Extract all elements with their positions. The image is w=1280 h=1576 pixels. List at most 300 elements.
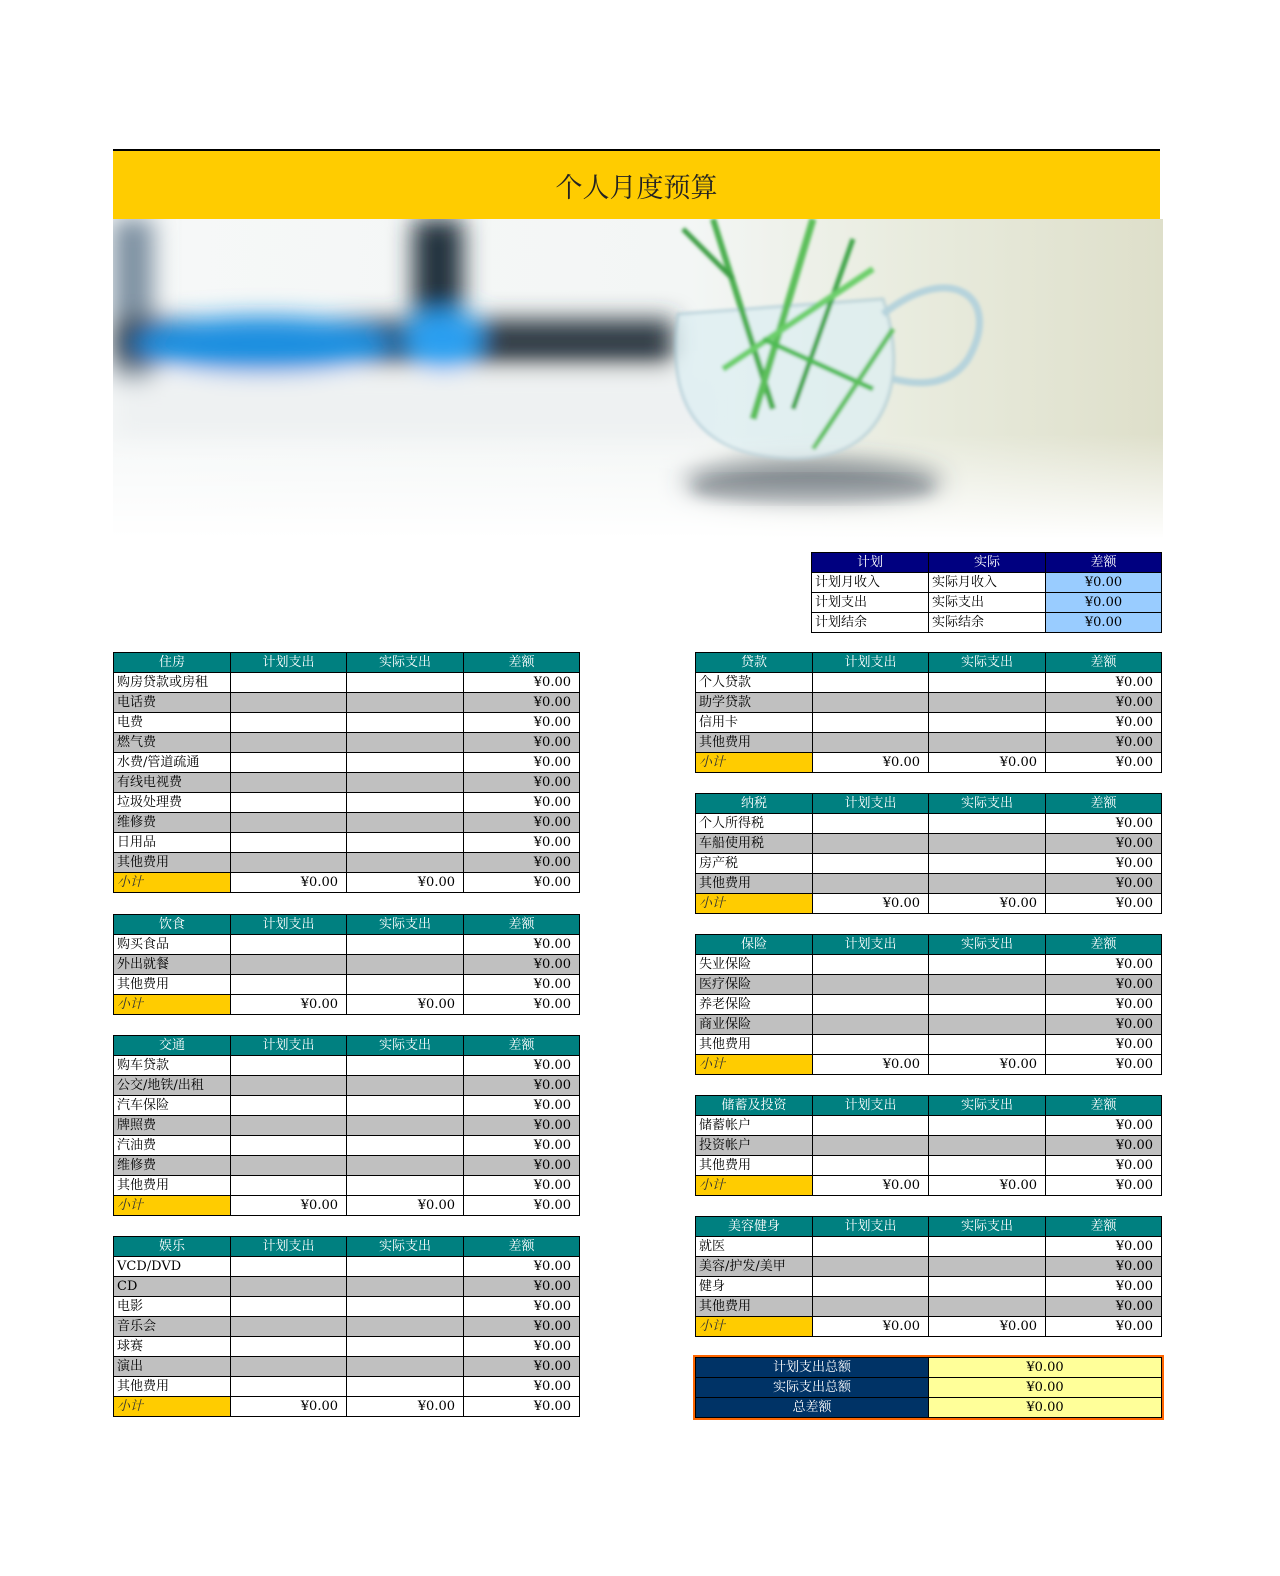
actual-cell[interactable]: [929, 693, 1046, 713]
diff-cell[interactable]: ¥0.00: [464, 1317, 580, 1337]
table-row: [696, 814, 1162, 834]
table-row: [696, 1136, 1162, 1156]
table-row: [114, 733, 580, 753]
subtotal-label: 小计: [114, 1196, 231, 1216]
item-label[interactable]: 其他费用: [696, 733, 813, 753]
subtotal-label: 小计: [696, 1317, 813, 1337]
planned-header: 计划支出: [231, 653, 347, 673]
diff-cell[interactable]: ¥0.00: [464, 1136, 580, 1156]
diff-cell[interactable]: ¥0.00: [1046, 1277, 1162, 1297]
actual-cell[interactable]: [347, 773, 464, 793]
subtotal-diff[interactable]: ¥0.00: [1046, 1176, 1162, 1196]
actual-cell[interactable]: [347, 1257, 464, 1277]
actual-cell[interactable]: [347, 673, 464, 693]
diff-cell[interactable]: ¥0.00: [1046, 713, 1162, 733]
table-row: [114, 793, 580, 813]
actual-cell[interactable]: [347, 1076, 464, 1096]
actual-header: 实际支出: [347, 1036, 464, 1056]
diff-cell[interactable]: ¥0.00: [464, 935, 580, 955]
planned-cell[interactable]: [231, 1337, 347, 1357]
actual-cell[interactable]: [347, 1176, 464, 1196]
diff-cell[interactable]: ¥0.00: [464, 1337, 580, 1357]
item-label[interactable]: 车船使用税: [696, 834, 813, 854]
planned-cell[interactable]: [231, 1176, 347, 1196]
diff-cell[interactable]: ¥0.00: [1046, 1116, 1162, 1136]
actual-cell[interactable]: [929, 713, 1046, 733]
diff-cell[interactable]: ¥0.00: [464, 1377, 580, 1397]
category-header: 纳税: [696, 794, 813, 814]
subtotal-planned[interactable]: ¥0.00: [231, 995, 347, 1015]
actual-cell[interactable]: [347, 975, 464, 995]
category-table: [695, 793, 1162, 914]
actual-cell[interactable]: [347, 1357, 464, 1377]
table-row: [696, 975, 1162, 995]
planned-cell[interactable]: [231, 853, 347, 873]
summary-cell[interactable]: 实际结余: [929, 613, 1046, 633]
diff-cell[interactable]: ¥0.00: [1046, 975, 1162, 995]
planned-cell[interactable]: [231, 1257, 347, 1277]
summary-diff-cell[interactable]: ¥0.00: [1046, 613, 1162, 633]
category-table: [113, 652, 580, 893]
diff-cell[interactable]: ¥0.00: [1046, 693, 1162, 713]
planned-cell[interactable]: [231, 1116, 347, 1136]
total-actual-value[interactable]: ¥0.00: [929, 1378, 1162, 1398]
item-label[interactable]: 投资帐户: [696, 1136, 813, 1156]
diff-cell[interactable]: ¥0.00: [464, 813, 580, 833]
item-label[interactable]: 助学贷款: [696, 693, 813, 713]
actual-cell[interactable]: [929, 1015, 1046, 1035]
category-header: 交通: [114, 1036, 231, 1056]
actual-cell[interactable]: [929, 955, 1046, 975]
subtotal-actual[interactable]: ¥0.00: [929, 894, 1046, 914]
actual-header: 实际支出: [347, 653, 464, 673]
subtotal-actual[interactable]: ¥0.00: [929, 1176, 1046, 1196]
diff-cell[interactable]: ¥0.00: [464, 733, 580, 753]
item-label[interactable]: 房产税: [696, 854, 813, 874]
actual-header: 实际支出: [929, 794, 1046, 814]
subtotal-actual[interactable]: ¥0.00: [347, 873, 464, 893]
summary-cell[interactable]: 计划结余: [812, 613, 929, 633]
planned-cell[interactable]: [231, 733, 347, 753]
actual-cell[interactable]: [347, 753, 464, 773]
item-label[interactable]: 公交/地铁/出租: [114, 1076, 231, 1096]
diff-cell[interactable]: ¥0.00: [1046, 1257, 1162, 1277]
subtotal-planned[interactable]: ¥0.00: [231, 873, 347, 893]
item-label[interactable]: 个人所得税: [696, 814, 813, 834]
total-planned-value[interactable]: ¥0.00: [929, 1358, 1162, 1378]
item-label[interactable]: 其他费用: [696, 1297, 813, 1317]
planned-cell[interactable]: [231, 1076, 347, 1096]
actual-cell[interactable]: [347, 793, 464, 813]
actual-cell[interactable]: [347, 1337, 464, 1357]
diff-cell[interactable]: ¥0.00: [464, 1176, 580, 1196]
actual-cell[interactable]: [929, 1136, 1046, 1156]
item-label[interactable]: 购车贷款: [114, 1056, 231, 1076]
diff-cell[interactable]: ¥0.00: [1046, 1015, 1162, 1035]
actual-cell[interactable]: [347, 713, 464, 733]
planned-header: 计划支出: [813, 653, 929, 673]
planned-cell[interactable]: [813, 874, 929, 894]
planned-header: 计划支出: [813, 1217, 929, 1237]
category-table: [695, 934, 1162, 1075]
planned-header: 计划支出: [813, 1096, 929, 1116]
subtotal-row: [114, 995, 580, 1015]
item-label[interactable]: 养老保险: [696, 995, 813, 1015]
diff-cell[interactable]: ¥0.00: [1046, 1136, 1162, 1156]
table-row: [114, 1156, 580, 1176]
subtotal-diff[interactable]: ¥0.00: [1046, 753, 1162, 773]
actual-cell[interactable]: [347, 693, 464, 713]
table-row: [114, 1076, 580, 1096]
planned-cell[interactable]: [231, 793, 347, 813]
planned-cell[interactable]: [813, 1015, 929, 1035]
actual-cell[interactable]: [929, 1035, 1046, 1055]
actual-cell[interactable]: [929, 1257, 1046, 1277]
item-label[interactable]: 购房贷款或房租: [114, 673, 231, 693]
table-row: [114, 1277, 580, 1297]
subtotal-row: [696, 1176, 1162, 1196]
planned-cell[interactable]: [813, 955, 929, 975]
planned-cell[interactable]: [813, 975, 929, 995]
subtotal-actual[interactable]: ¥0.00: [347, 1397, 464, 1417]
item-label[interactable]: 音乐会: [114, 1317, 231, 1337]
item-label[interactable]: 垃圾处理费: [114, 793, 231, 813]
actual-cell[interactable]: [929, 834, 1046, 854]
planned-cell[interactable]: [813, 854, 929, 874]
item-label[interactable]: 储蓄帐户: [696, 1116, 813, 1136]
table-row: [114, 713, 580, 733]
actual-cell[interactable]: [347, 1317, 464, 1337]
actual-cell[interactable]: [347, 1116, 464, 1136]
category-table: [695, 1216, 1162, 1337]
planned-cell[interactable]: [813, 1035, 929, 1055]
diff-cell[interactable]: ¥0.00: [1046, 955, 1162, 975]
table-row: [114, 1357, 580, 1377]
table-row: [696, 1156, 1162, 1176]
actual-cell[interactable]: [347, 935, 464, 955]
diff-cell[interactable]: ¥0.00: [464, 1056, 580, 1076]
table-row: [114, 1297, 580, 1317]
diff-cell[interactable]: ¥0.00: [1046, 995, 1162, 1015]
actual-cell[interactable]: [347, 733, 464, 753]
subtotal-row: [696, 894, 1162, 914]
diff-cell[interactable]: ¥0.00: [464, 793, 580, 813]
subtotal-actual[interactable]: ¥0.00: [347, 995, 464, 1015]
actual-cell[interactable]: [347, 813, 464, 833]
subtotal-diff[interactable]: ¥0.00: [1046, 1055, 1162, 1075]
item-label[interactable]: 商业保险: [696, 1015, 813, 1035]
table-row: [114, 1337, 580, 1357]
planned-cell[interactable]: [231, 955, 347, 975]
subtotal-planned[interactable]: ¥0.00: [813, 1055, 929, 1075]
category-table: [113, 914, 580, 1015]
diff-cell[interactable]: ¥0.00: [464, 955, 580, 975]
table-row: [696, 1257, 1162, 1277]
actual-cell[interactable]: [929, 1116, 1046, 1136]
subtotal-planned[interactable]: ¥0.00: [813, 1317, 929, 1337]
item-label[interactable]: 购买食品: [114, 935, 231, 955]
table-row: [696, 854, 1162, 874]
planned-cell[interactable]: [813, 1116, 929, 1136]
item-label[interactable]: 日用品: [114, 833, 231, 853]
item-label[interactable]: 个人贷款: [696, 673, 813, 693]
subtotal-actual[interactable]: ¥0.00: [929, 1317, 1046, 1337]
grand-totals-table: [695, 1357, 1162, 1418]
planned-cell[interactable]: [813, 814, 929, 834]
subtotal-planned[interactable]: ¥0.00: [231, 1196, 347, 1216]
planned-cell[interactable]: [813, 733, 929, 753]
actual-cell[interactable]: [929, 673, 1046, 693]
diff-header: 差额: [464, 1237, 580, 1257]
actual-cell[interactable]: [347, 1096, 464, 1116]
table-row: [114, 1096, 580, 1116]
summary-cell[interactable]: 计划支出: [812, 593, 929, 613]
table-row: [114, 673, 580, 693]
item-label[interactable]: 其他费用: [114, 1176, 231, 1196]
diff-cell[interactable]: ¥0.00: [1046, 1297, 1162, 1317]
item-label[interactable]: 汽油费: [114, 1136, 231, 1156]
table-row: [114, 693, 580, 713]
planned-cell[interactable]: [231, 673, 347, 693]
subtotal-diff[interactable]: ¥0.00: [1046, 894, 1162, 914]
diff-cell[interactable]: ¥0.00: [464, 673, 580, 693]
diff-cell[interactable]: ¥0.00: [1046, 1156, 1162, 1176]
diff-cell[interactable]: ¥0.00: [464, 1116, 580, 1136]
actual-cell[interactable]: [347, 1277, 464, 1297]
diff-cell[interactable]: ¥0.00: [1046, 1035, 1162, 1055]
item-label[interactable]: 球赛: [114, 1337, 231, 1357]
subtotal-actual[interactable]: ¥0.00: [347, 1196, 464, 1216]
actual-cell[interactable]: [929, 975, 1046, 995]
planned-cell[interactable]: [231, 773, 347, 793]
planned-cell[interactable]: [813, 1136, 929, 1156]
table-row: [114, 833, 580, 853]
item-label[interactable]: VCD/DVD: [114, 1257, 231, 1277]
planned-cell[interactable]: [231, 713, 347, 733]
actual-cell[interactable]: [929, 995, 1046, 1015]
planned-cell[interactable]: [813, 1277, 929, 1297]
item-label[interactable]: 牌照费: [114, 1116, 231, 1136]
item-label[interactable]: 其他费用: [114, 853, 231, 873]
table-row: [114, 1136, 580, 1156]
diff-cell[interactable]: ¥0.00: [1046, 733, 1162, 753]
actual-cell[interactable]: [347, 1056, 464, 1076]
total-planned-label: 计划支出总额: [696, 1358, 929, 1378]
planned-cell[interactable]: [231, 1297, 347, 1317]
table-row: [114, 955, 580, 975]
planned-cell[interactable]: [231, 935, 347, 955]
item-label[interactable]: 其他费用: [696, 1156, 813, 1176]
summary-diff-cell[interactable]: ¥0.00: [1046, 573, 1162, 593]
planned-cell[interactable]: [231, 1317, 347, 1337]
category-header: 保险: [696, 935, 813, 955]
summary-diff-cell[interactable]: ¥0.00: [1046, 593, 1162, 613]
diff-cell[interactable]: ¥0.00: [464, 713, 580, 733]
planned-cell[interactable]: [231, 975, 347, 995]
summary-cell[interactable]: 实际月收入: [929, 573, 1046, 593]
actual-cell[interactable]: [347, 1156, 464, 1176]
subtotal-actual[interactable]: ¥0.00: [929, 753, 1046, 773]
item-label[interactable]: 就医: [696, 1237, 813, 1257]
diff-cell[interactable]: ¥0.00: [464, 773, 580, 793]
planned-cell[interactable]: [813, 1257, 929, 1277]
diff-cell[interactable]: ¥0.00: [464, 1277, 580, 1297]
diff-cell[interactable]: ¥0.00: [1046, 834, 1162, 854]
item-label[interactable]: 有线电视费: [114, 773, 231, 793]
table-row: [696, 673, 1162, 693]
diff-cell[interactable]: ¥0.00: [1046, 814, 1162, 834]
actual-cell[interactable]: [347, 955, 464, 975]
actual-cell[interactable]: [347, 853, 464, 873]
diff-cell[interactable]: ¥0.00: [464, 1076, 580, 1096]
table-row: [114, 1116, 580, 1136]
planned-header: 计划支出: [813, 794, 929, 814]
diff-cell[interactable]: ¥0.00: [464, 1156, 580, 1176]
category-header: 美容健身: [696, 1217, 813, 1237]
diff-cell[interactable]: ¥0.00: [1046, 1237, 1162, 1257]
planned-cell[interactable]: [813, 834, 929, 854]
actual-cell[interactable]: [347, 1377, 464, 1397]
subtotal-diff[interactable]: ¥0.00: [464, 873, 580, 893]
diff-header: 差额: [1046, 1217, 1162, 1237]
diff-cell[interactable]: ¥0.00: [464, 753, 580, 773]
item-label[interactable]: CD: [114, 1277, 231, 1297]
item-label[interactable]: 失业保险: [696, 955, 813, 975]
subtotal-diff[interactable]: ¥0.00: [464, 995, 580, 1015]
planned-cell[interactable]: [231, 1056, 347, 1076]
item-label[interactable]: 水费/管道疏通: [114, 753, 231, 773]
actual-cell[interactable]: [347, 833, 464, 853]
planned-cell[interactable]: [231, 1136, 347, 1156]
actual-header: 实际支出: [929, 653, 1046, 673]
planned-cell[interactable]: [813, 1156, 929, 1176]
item-label[interactable]: 演出: [114, 1357, 231, 1377]
table-row: [114, 813, 580, 833]
planned-cell[interactable]: [813, 1237, 929, 1257]
item-label[interactable]: 电影: [114, 1297, 231, 1317]
table-row: [114, 773, 580, 793]
item-label[interactable]: 维修费: [114, 1156, 231, 1176]
diff-header: 差额: [464, 1036, 580, 1056]
table-row: [696, 834, 1162, 854]
diff-cell[interactable]: ¥0.00: [1046, 854, 1162, 874]
item-label[interactable]: 电费: [114, 713, 231, 733]
item-label[interactable]: 信用卡: [696, 713, 813, 733]
item-label[interactable]: 其他费用: [696, 874, 813, 894]
subtotal-diff[interactable]: ¥0.00: [1046, 1317, 1162, 1337]
planned-cell[interactable]: [231, 833, 347, 853]
subtotal-label: 小计: [114, 995, 231, 1015]
category-header: 储蓄及投资: [696, 1096, 813, 1116]
table-row: [114, 753, 580, 773]
subtotal-diff[interactable]: ¥0.00: [464, 1397, 580, 1417]
actual-cell[interactable]: [347, 1136, 464, 1156]
actual-cell[interactable]: [929, 733, 1046, 753]
planned-cell[interactable]: [231, 813, 347, 833]
diff-cell[interactable]: ¥0.00: [464, 1096, 580, 1116]
item-label[interactable]: 其他费用: [114, 975, 231, 995]
item-label[interactable]: 医疗保险: [696, 975, 813, 995]
diff-cell[interactable]: ¥0.00: [464, 1297, 580, 1317]
table-row: [696, 693, 1162, 713]
actual-cell[interactable]: [929, 874, 1046, 894]
diff-cell[interactable]: ¥0.00: [464, 833, 580, 853]
item-label[interactable]: 维修费: [114, 813, 231, 833]
actual-cell[interactable]: [929, 1237, 1046, 1257]
planned-cell[interactable]: [813, 673, 929, 693]
planned-cell[interactable]: [231, 693, 347, 713]
planned-cell[interactable]: [231, 1377, 347, 1397]
item-label[interactable]: 燃气费: [114, 733, 231, 753]
planned-cell[interactable]: [813, 693, 929, 713]
diff-cell[interactable]: ¥0.00: [1046, 874, 1162, 894]
table-row: [114, 935, 580, 955]
item-label[interactable]: 美容/护发/美甲: [696, 1257, 813, 1277]
diff-cell[interactable]: ¥0.00: [464, 693, 580, 713]
item-label[interactable]: 其他费用: [114, 1377, 231, 1397]
planned-cell[interactable]: [231, 1357, 347, 1377]
table-row: [696, 713, 1162, 733]
diff-cell[interactable]: ¥0.00: [464, 1257, 580, 1277]
item-label[interactable]: 电话费: [114, 693, 231, 713]
total-diff-label: 总差额: [696, 1398, 929, 1418]
planned-cell[interactable]: [231, 1277, 347, 1297]
actual-cell[interactable]: [929, 814, 1046, 834]
actual-cell[interactable]: [347, 1297, 464, 1317]
item-label[interactable]: 汽车保险: [114, 1096, 231, 1116]
diff-cell[interactable]: ¥0.00: [464, 853, 580, 873]
diff-cell[interactable]: ¥0.00: [1046, 673, 1162, 693]
diff-cell[interactable]: ¥0.00: [464, 1357, 580, 1377]
subtotal-planned[interactable]: ¥0.00: [813, 1176, 929, 1196]
subtotal-planned[interactable]: ¥0.00: [813, 753, 929, 773]
summary-header-diff: 差额: [1046, 553, 1162, 573]
diff-cell[interactable]: ¥0.00: [464, 975, 580, 995]
planned-cell[interactable]: [813, 995, 929, 1015]
planned-cell[interactable]: [231, 1156, 347, 1176]
table-row: [696, 1015, 1162, 1035]
category-table: [695, 1095, 1162, 1196]
actual-cell[interactable]: [929, 1297, 1046, 1317]
planned-cell[interactable]: [813, 713, 929, 733]
planned-cell[interactable]: [813, 1297, 929, 1317]
subtotal-label: 小计: [114, 1397, 231, 1417]
table-row: [696, 733, 1162, 753]
summary-cell[interactable]: 计划月收入: [812, 573, 929, 593]
actual-cell[interactable]: [929, 1156, 1046, 1176]
item-label[interactable]: 健身: [696, 1277, 813, 1297]
table-row: [696, 1237, 1162, 1257]
table-row: [696, 955, 1162, 975]
planned-cell[interactable]: [231, 753, 347, 773]
actual-cell[interactable]: [929, 854, 1046, 874]
subtotal-planned[interactable]: ¥0.00: [813, 894, 929, 914]
subtotal-planned[interactable]: ¥0.00: [231, 1397, 347, 1417]
actual-cell[interactable]: [929, 1277, 1046, 1297]
planned-header: 计划支出: [231, 1036, 347, 1056]
total-diff-value[interactable]: ¥0.00: [929, 1398, 1162, 1418]
category-header: 饮食: [114, 915, 231, 935]
summary-cell[interactable]: 实际支出: [929, 593, 1046, 613]
actual-header: 实际支出: [347, 1237, 464, 1257]
planned-cell[interactable]: [231, 1096, 347, 1116]
subtotal-diff[interactable]: ¥0.00: [464, 1196, 580, 1216]
item-label[interactable]: 外出就餐: [114, 955, 231, 975]
subtotal-actual[interactable]: ¥0.00: [929, 1055, 1046, 1075]
table-row: [696, 1116, 1162, 1136]
subtotal-row: [696, 1055, 1162, 1075]
item-label[interactable]: 其他费用: [696, 1035, 813, 1055]
